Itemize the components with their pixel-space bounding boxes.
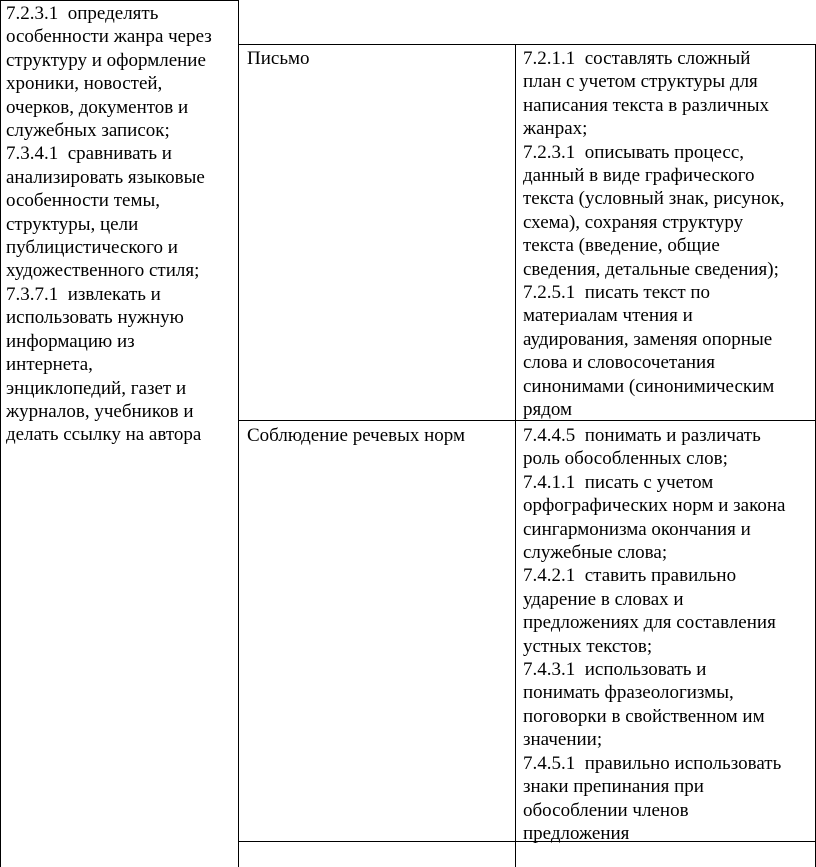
- left-column-line: анализировать языковые: [6, 166, 205, 188]
- row-2-goal-line: ударение в словах и: [523, 588, 684, 610]
- left-column-line: структуры, цели: [6, 213, 139, 235]
- left-column-line: структуру и оформление: [6, 49, 206, 71]
- row-1-goal-line: слова и словосочетания: [523, 352, 715, 374]
- left-column-line: художественного стиля;: [6, 260, 200, 282]
- row-1-goal-line: 7.2.3.1 описывать процесс,: [523, 141, 745, 163]
- row-2-goal-line: 7.4.3.1 использовать и: [523, 659, 707, 681]
- row-1-subject: Письмо: [247, 48, 310, 69]
- left-column-line: делать ссылку на автора: [6, 424, 202, 446]
- left-column-text: [6, 2, 234, 447]
- row-2-goal-line: знаки препинания при: [523, 776, 704, 798]
- left-column-line: 7.3.4.1 сравнивать и: [6, 143, 172, 165]
- row-1-goal-line: аудирования, заменяя опорные: [523, 328, 773, 350]
- row-1-goal-line: данный в виде графического: [523, 165, 755, 187]
- table-row-line-top: [238, 44, 816, 45]
- left-column-line: особенности жанра через: [6, 26, 212, 48]
- row-1-goal-line: текста (условный знак, рисунок,: [523, 188, 785, 210]
- row-2-goal-line: устных текстов;: [523, 635, 653, 657]
- row-1-goal-line: план с учетом структуры для: [523, 71, 758, 93]
- row-1-goal-line: 7.2.1.1 составлять сложный: [523, 48, 751, 69]
- left-column-line: информацию из: [6, 330, 135, 352]
- left-column-line: интернета,: [6, 354, 93, 376]
- row-2-goal-line: значении;: [523, 729, 603, 751]
- row-1-goal-line: материалам чтения и: [523, 305, 693, 327]
- left-column-cell: [6, 2, 234, 447]
- row-1-goals-text: [523, 47, 811, 422]
- row-2-goals-text: [523, 424, 811, 845]
- row-1-goals-cell: [523, 47, 811, 422]
- left-column-line: публицистического и: [6, 237, 178, 259]
- row-2-goal-line: роль обособленных слов;: [523, 448, 728, 470]
- table-divider-col1: [238, 0, 239, 867]
- left-column-line: хроники, новостей,: [6, 73, 163, 95]
- row-1-goal-line: синонимами (синонимическим: [523, 375, 775, 397]
- row-2-goal-line: обособлении членов: [523, 799, 689, 821]
- left-column-line: очерков, документов и: [6, 96, 189, 118]
- left-column-line: особенности темы,: [6, 190, 160, 212]
- row-2-goal-line: сингармонизма окончания и: [523, 518, 751, 540]
- left-column-line: служебных записок;: [6, 120, 170, 142]
- row-1-goal-line: рядом: [523, 399, 573, 421]
- row-2-subject-cell: [247, 424, 512, 447]
- row-2-goal-line: 7.4.2.1 ставить правильно: [523, 565, 737, 587]
- row-2-goal-line: 7.4.4.5 понимать и различать: [523, 425, 761, 446]
- left-column-line: журналов, учебников и: [6, 400, 194, 422]
- row-1-goal-line: жанрах;: [523, 118, 588, 140]
- row-2-goal-line: поговорки в свойственном им: [523, 705, 765, 727]
- row-2-goal-line: орфографических норм и закона: [523, 495, 786, 517]
- row-2-goal-line: предложения: [523, 822, 630, 844]
- table-divider-col2: [515, 44, 516, 867]
- row-2-goal-line: понимать фразеологизмы,: [523, 682, 734, 704]
- left-column-line: энциклопедий, газет и: [6, 377, 187, 399]
- row-1-goal-line: сведения, детальные сведения);: [523, 258, 779, 280]
- row-1-goal-line: текста (введение, общие: [523, 235, 720, 257]
- table-border-top-left: [0, 0, 239, 1]
- row-2-goal-line: 7.4.1.1 писать с учетом: [523, 471, 714, 493]
- row-1-subject-cell: [247, 47, 512, 70]
- table-border-left: [0, 0, 1, 867]
- left-column-line: 7.2.3.1 определять: [6, 3, 159, 24]
- row-1-goal-line: написания текста в различных: [523, 94, 770, 116]
- row-1-goal-line: схема), сохраняя структуру: [523, 211, 744, 233]
- row-1-goal-line: 7.2.5.1 писать текст по: [523, 282, 711, 304]
- row-2-goals-cell: [523, 424, 811, 845]
- row-2-goal-line: 7.4.5.1 правильно использовать: [523, 752, 782, 774]
- left-column-line: 7.3.7.1 извлекать и: [6, 283, 161, 305]
- row-2-subject: Соблюдение речевых норм: [247, 425, 466, 446]
- left-column-line: использовать нужную: [6, 307, 184, 329]
- row-2-goal-line: служебные слова;: [523, 542, 668, 564]
- row-2-goal-line: предложениях для составления: [523, 612, 776, 634]
